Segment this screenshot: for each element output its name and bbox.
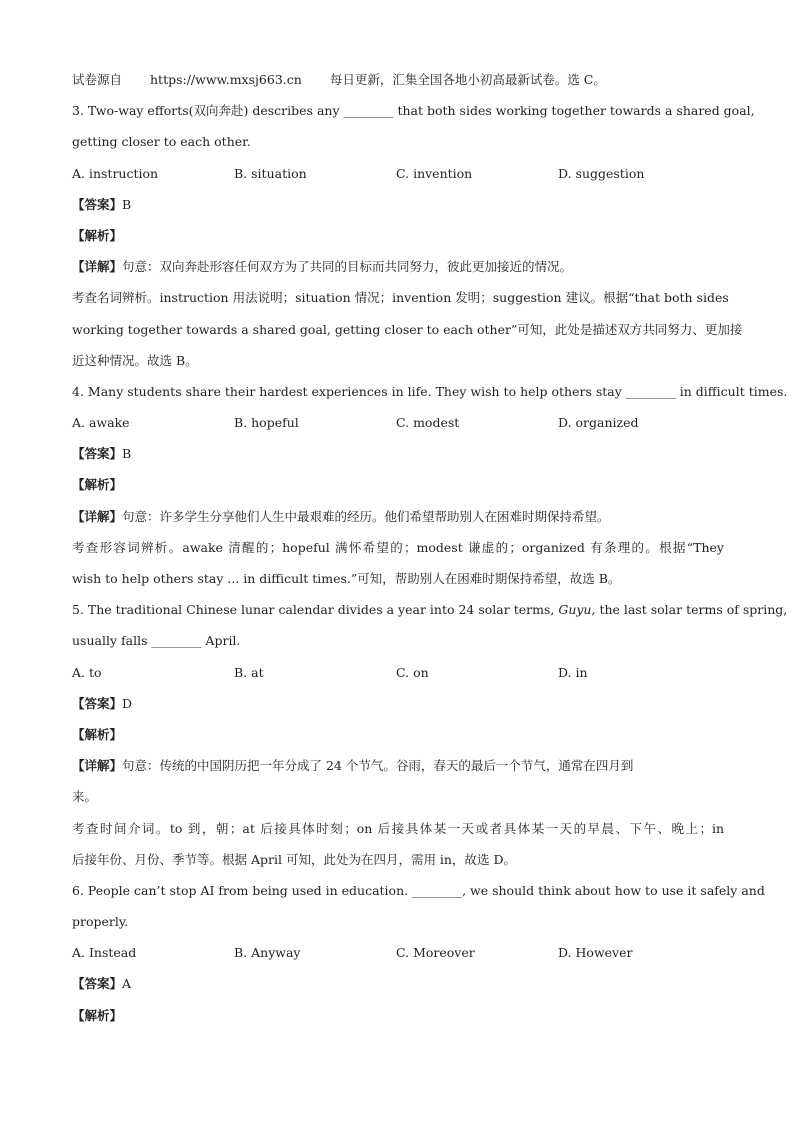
question-4-options <box>72 407 724 438</box>
option-b: B. situation <box>234 165 307 181</box>
source-url[interactable]: https://www.mxsj663.cn <box>150 72 302 87</box>
document-page <box>72 64 788 1031</box>
answer-label: 【答案】 <box>72 976 123 992</box>
option-d: D. suggestion <box>558 165 645 181</box>
detail-label: 【详解】 <box>72 758 123 774</box>
question-5-detail <box>72 750 724 781</box>
question-3-explanation-line: 考查名词辨析。instruction 用法说明；situation 情况；invention 发明；suggestion 建议。根据“that both sides <box>72 290 729 306</box>
question-3-explanation-line: working together towards a shared goal, getting closer to each other”可知，此处是描述双方共同努力、更加接 <box>72 321 743 337</box>
stem-part: the last solar terms of spring, <box>599 602 788 618</box>
question-6-analysis-label: 【解析】 <box>72 1007 123 1023</box>
answer-value: B <box>122 196 132 212</box>
option-a: A. Instead <box>72 945 137 961</box>
option-a: A. instruction <box>72 165 159 181</box>
question-6-answer <box>72 968 724 999</box>
source-label: 试卷源自 <box>72 72 123 87</box>
question-3-stem-cont: getting closer to each other. <box>72 134 251 150</box>
question-3-options <box>72 158 724 189</box>
answer-label: 【答案】 <box>72 695 123 711</box>
question-3-analysis-label: 【解析】 <box>72 227 123 243</box>
source-slogan: 每日更新，汇集全国各地小初高最新试卷。选 C。 <box>329 72 606 87</box>
question-6-stem: 6. People can’t stop AI from being used in education. ________, we should think about how to use it safely and <box>72 882 765 898</box>
question-4-explanation-line: 考查形容词辨析。awake 清醒的；hopeful 满怀希望的；modest 谦虚的；organized 有条理的。根据“They <box>72 539 724 555</box>
option-c: C. modest <box>396 415 460 431</box>
option-c: C. on <box>396 664 429 680</box>
question-6-stem-cont: properly. <box>72 914 129 930</box>
detail-text: 句意：双向奔赴形容任何双方为了共同的目标而共同努力，彼此更加接近的情况。 <box>122 259 573 275</box>
question-5-stem-cont: usually falls ________ April. <box>72 633 241 649</box>
question-5-explanation-line: 考查时间介词。to 到，朝；at 后接具体时刻；on 后接具体某一天或者具体某一天的早晨、下午、晚上；in <box>72 820 724 836</box>
answer-label: 【答案】 <box>72 446 123 462</box>
question-4-stem: 4. Many students share their hardest experiences in life. They wish to help others stay ________ in difficult times. <box>72 383 788 399</box>
option-c: C. invention <box>396 165 473 181</box>
question-4-detail <box>72 501 724 532</box>
question-4-answer <box>72 438 724 469</box>
detail-text: 句意：许多学生分享他们人生中最艰难的经历。他们希望帮助别人在困难时期保持希望。 <box>122 508 610 524</box>
answer-value: B <box>122 446 132 462</box>
option-a: A. to <box>72 664 102 680</box>
stem-part: 5. The traditional Chinese lunar calendar divides a year into 24 solar terms, <box>72 602 555 618</box>
option-b: B. Anyway <box>234 945 301 961</box>
option-c: C. Moreover <box>396 945 475 961</box>
question-3-answer <box>72 189 724 220</box>
question-5-analysis-label: 【解析】 <box>72 726 123 742</box>
detail-label: 【详解】 <box>72 259 123 275</box>
option-d: D. However <box>558 945 633 961</box>
question-5-explanation-line: 后接年份、月份、季节等。根据 April 可知，此处为在四月，需用 in，故选 D。 <box>72 851 516 867</box>
question-4-explanation-line: wish to help others stay ... in difficult times.”可知，帮助别人在困难时期保持希望，故选 B。 <box>72 571 621 586</box>
source-header <box>72 64 724 95</box>
option-b: B. at <box>234 664 264 680</box>
option-b: B. hopeful <box>234 415 299 431</box>
solar-term-name: Guyu, <box>558 602 596 618</box>
option-d: D. organized <box>558 415 639 431</box>
question-3-explanation-line: 近这种情况。故选 B。 <box>72 352 198 368</box>
question-5-detail-cont: 来。 <box>72 789 98 805</box>
question-5-options <box>72 657 724 688</box>
option-d: D. in <box>558 664 588 680</box>
option-a: A. awake <box>72 415 130 431</box>
answer-label: 【答案】 <box>72 196 123 212</box>
answer-value: D <box>122 695 133 711</box>
detail-label: 【详解】 <box>72 508 123 524</box>
question-6-options <box>72 937 724 968</box>
question-5-answer <box>72 688 724 719</box>
question-3-stem: 3. Two-way efforts(双向奔赴) describes any ________ that both sides working together towards a shared goal, <box>72 103 755 119</box>
answer-value: A <box>122 976 132 992</box>
question-3-detail <box>72 251 724 282</box>
question-4-analysis-label: 【解析】 <box>72 477 123 493</box>
question-5-stem <box>72 594 788 625</box>
detail-text: 句意：传统的中国阴历把一年分成了 24 个节气。谷雨，春天的最后一个节气，通常在四月到 <box>122 758 634 774</box>
